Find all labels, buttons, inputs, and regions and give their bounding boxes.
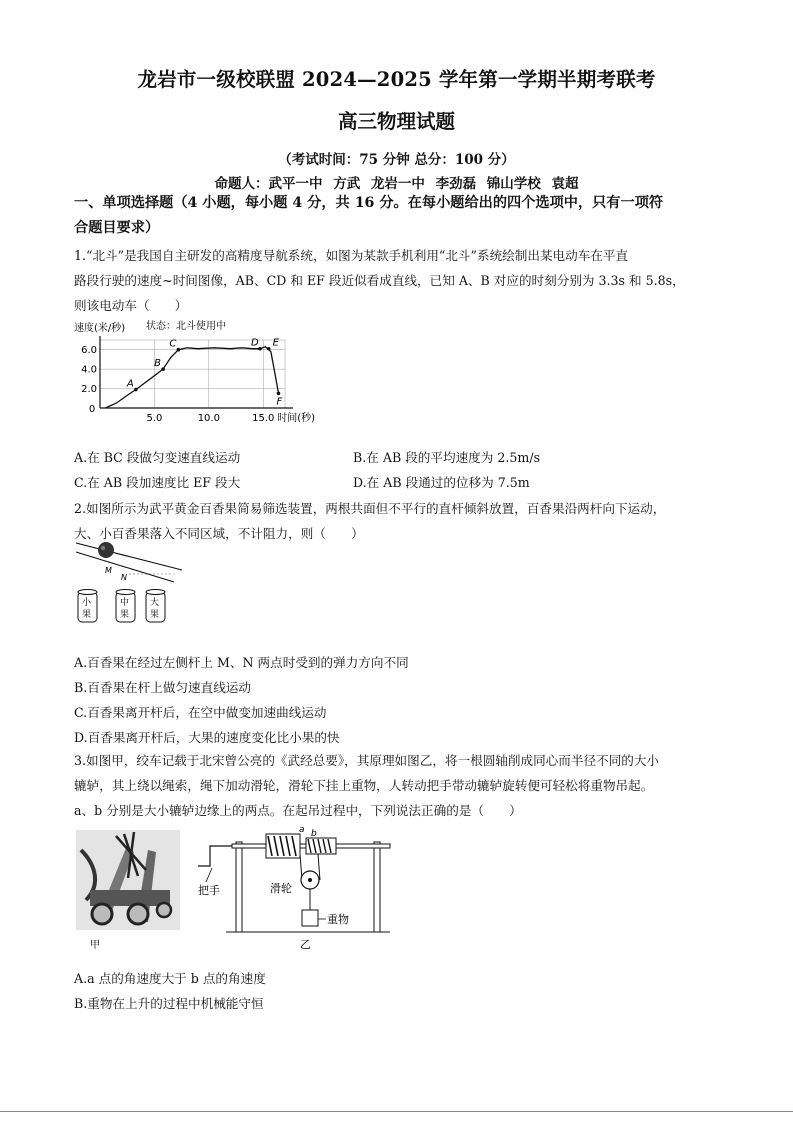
bin-label: 果	[150, 610, 160, 620]
chart-x-tick-label: 5.0	[146, 413, 163, 424]
wheel	[128, 904, 148, 924]
chart-ylabel: 速度(米/秒)	[74, 323, 126, 334]
chart-point-label: D	[250, 337, 259, 349]
q2-option-c: C.百香果离开杆后，在空中做变加速曲线运动	[74, 705, 327, 720]
q2-option-a: A.百香果在经过左侧杆上 M、N 两点时受到的弹力方向不同	[74, 655, 409, 670]
right-post	[374, 842, 380, 932]
chart-x-tick-label: 10.0	[197, 413, 220, 424]
bin-label: 大	[150, 598, 160, 608]
stem-line: 3.如图甲，绞车记载于北宋曾公亮的《武经总要》，其原理如图乙，将一根圆轴削成同心而半径不同的大小	[74, 753, 660, 768]
left-post	[236, 842, 242, 932]
pulley-hub	[308, 878, 312, 882]
bin-small	[78, 590, 97, 623]
chart-y-tick-label: 2.0	[81, 384, 97, 396]
label-m: M	[105, 566, 112, 575]
chart-y-tick-label: 6.0	[81, 345, 97, 357]
bin-medium	[116, 590, 135, 623]
chart-point-marker	[267, 347, 271, 351]
handle-crank	[198, 846, 232, 866]
label-pulley: 滑轮	[270, 882, 292, 895]
q2-options	[74, 650, 724, 750]
chart-point-label: C	[169, 338, 177, 350]
chart-series-line	[105, 347, 278, 408]
bin-label: 小	[82, 598, 92, 608]
q2-option-b: B.百香果在杆上做匀速直线运动	[74, 680, 251, 695]
exam-title: 龙岩市一级校联盟 2024—2025 学年第一学期半期考联考	[137, 68, 656, 91]
chart-point-marker	[177, 348, 181, 352]
stem-line: a、b 分别是大小辘轳边缘上的两点。在起吊过程中，下列说法正确的是（ ）	[74, 803, 522, 818]
chart-point-label: F	[276, 396, 283, 408]
label-weight: 重物	[327, 913, 349, 926]
bin-large	[146, 590, 165, 623]
chart-y-tick-label: 4.0	[81, 364, 97, 376]
wheel	[92, 904, 112, 924]
velocity-time-chart	[70, 318, 320, 426]
label-a: a	[299, 825, 305, 835]
chart-tick-labels	[81, 345, 274, 424]
q2-option-d: D.百香果离开杆后，大果的速度变化比小果的快	[74, 730, 340, 745]
q1-option-b: B.在 AB 段的平均速度为 2.5m/s	[353, 450, 541, 465]
stem-line: 辘轳，其上绕以绳索，绳下加动滑轮，滑轮下挂上重物，人转动把手带动辘轳旋转便可轻松将重物吊起。	[74, 778, 654, 793]
exam-subtitle: 高三物理试题	[337, 110, 455, 133]
chart-xlabel: 时间(秒)	[277, 413, 316, 424]
q1-option-c: C.在 AB 段加速度比 EF 段大	[74, 475, 241, 490]
chart-point-label: B	[154, 358, 161, 370]
winch-schematic-figure	[196, 822, 406, 952]
stem-line: 则该电动车（ ）	[74, 298, 188, 313]
stem-line: 大、小百香果落入不同区域，不计阻力，则（ ）	[74, 526, 364, 541]
exam-authors: 命题人：武平一中 方武 龙岩一中 李劲磊 锦山学校 袁超	[214, 176, 579, 192]
bin-label: 中	[120, 598, 130, 608]
handle-pointer	[206, 868, 212, 882]
stem-line: 路段行驶的速度~时间图像，AB、CD 和 EF 段近似看成直线，已知 A、B 对应的时刻分别为 3.3s 和 5.8s，	[74, 273, 685, 288]
chart-point-marker	[277, 392, 281, 396]
question-2-stem	[74, 496, 724, 546]
section-heading-line: 合题目要求）	[74, 220, 160, 236]
stem-line: 2.如图所示为武平黄金百香果简易筛选装置，两根共面但不平行的直杆倾斜放置，百香果沿两杆向下运动，	[74, 501, 666, 516]
chart-grid	[100, 337, 285, 408]
section-heading	[74, 191, 724, 241]
label-b: b	[311, 829, 317, 839]
fruit-highlight	[101, 546, 105, 550]
chart-point-marker	[161, 367, 165, 371]
label-jia: 甲	[90, 940, 100, 951]
q3-option-a: A.a 点的角速度大于 b 点的角速度	[74, 971, 266, 986]
label-yi: 乙	[300, 938, 311, 951]
q1-option-a: A.在 BC 段做匀变速直线运动	[74, 450, 241, 465]
fruit-sorter-figure	[74, 540, 189, 626]
chart-point-marker	[134, 388, 138, 392]
chart-point-marker	[258, 347, 262, 351]
label-handle: 把手	[198, 884, 220, 897]
chart-x-tick-label: 15.0	[252, 413, 275, 424]
weight-block	[302, 910, 318, 926]
passion-fruit	[98, 542, 114, 558]
bin-label: 果	[82, 610, 92, 620]
chart-point-label: A	[126, 378, 134, 390]
question-1-stem	[74, 243, 724, 318]
winch-photo-figure	[76, 830, 186, 952]
bin-label: 果	[120, 610, 130, 620]
section-heading-line: 一、单项选择题（4 小题，每小题 4 分，共 16 分。在每小题给出的四个选项中，只有一项符	[74, 195, 664, 211]
exam-info: （考试时间：75 分钟 总分：100 分）	[278, 152, 515, 168]
stem-line: 1.“北斗”是我国自主研发的高精度导航系统，如图为某款手机利用“北斗”系统绘制出某电动车在平直	[74, 248, 629, 263]
q3-options	[74, 966, 724, 1016]
label-n: N	[121, 573, 127, 582]
wheel	[157, 903, 171, 917]
q3-option-b: B.重物在上升的过程中机械能守恒	[74, 996, 264, 1011]
q1-option-d: D.在 AB 段通过的位移为 7.5m	[353, 475, 530, 490]
chart-point-label: E	[272, 337, 280, 349]
chart-origin-label: 0	[88, 404, 96, 415]
question-3-stem	[74, 748, 724, 823]
chart-title: 状态：北斗使用中	[146, 321, 226, 332]
page-bottom-rule	[0, 1111, 793, 1112]
